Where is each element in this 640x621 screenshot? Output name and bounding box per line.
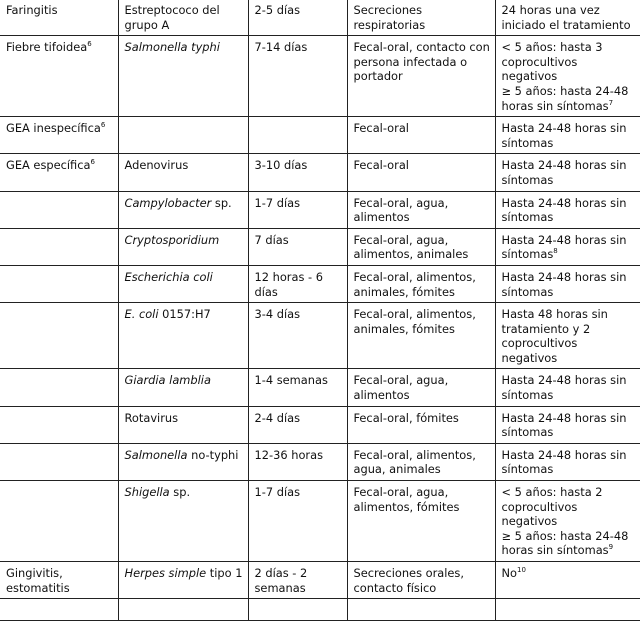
transmission-text: Fecal-oral, fómites: [353, 410, 459, 425]
agent-cell: [118, 443, 248, 480]
exclusion-cell: [495, 191, 640, 228]
condition-cell: [0, 117, 118, 154]
agent-cell: [118, 265, 248, 302]
transmission-cell: [347, 191, 495, 228]
agent-italic-text: Herpes simple: [124, 566, 207, 580]
exclusion-line: [502, 3, 637, 32]
agent-italic-text: Shigella: [124, 485, 170, 500]
exclusion-line: [502, 121, 637, 150]
transmission-text: Fecal-oral, alimentos, agua, animales: [353, 447, 476, 477]
incubation-text: 2-5 días: [254, 3, 301, 17]
condition-cell: [0, 191, 118, 228]
table-row: [0, 481, 640, 562]
exclusion-cell: [495, 369, 640, 406]
footnote-ref: 9: [608, 543, 614, 552]
exclusion-line: [502, 566, 637, 581]
incubation-cell: [248, 154, 347, 191]
agent-cell: [118, 117, 248, 154]
agent-text: Rotavirus: [124, 410, 179, 425]
agent-italic-text: Giardia lamblia: [124, 373, 211, 388]
transmission-cell: [347, 443, 495, 480]
exclusion-line: [502, 529, 637, 558]
empty-cell: [248, 599, 347, 621]
transmission-text: Fecal-oral, agua, alimentos: [353, 373, 449, 403]
footnote-ref: 8: [553, 247, 558, 256]
incubation-cell: [248, 406, 347, 443]
agent-italic-text: Cryptosporidium: [124, 232, 220, 247]
incubation-cell: [248, 443, 347, 480]
exclusion-text: ≥ 5 años: hasta 24-48 horas sin síntomas: [501, 83, 629, 113]
exclusion-text: No: [501, 566, 517, 580]
transmission-cell: [347, 0, 495, 36]
exclusion-line: [502, 196, 637, 225]
transmission-text: Fecal-oral, alimentos, animales, fómites: [353, 269, 476, 299]
agent-text: Estreptococo del grupo A: [124, 3, 220, 32]
footnote-ref: 6: [87, 40, 92, 49]
incubation-text: 1-7 días: [254, 195, 301, 210]
exclusion-line: [502, 411, 637, 440]
condition-cell: [0, 265, 118, 302]
transmission-cell: [347, 117, 495, 154]
table-row: [0, 228, 640, 265]
exclusion-line: [502, 373, 637, 402]
incubation-cell: [248, 265, 347, 302]
transmission-cell: [347, 36, 495, 117]
agent-cell: [118, 369, 248, 406]
exclusion-text: ≥ 5 años: hasta 24-48 horas sin síntomas: [501, 528, 629, 558]
exclusion-cell: [495, 303, 640, 369]
table-row: [0, 117, 640, 154]
transmission-text: Secreciones orales, contacto físico: [353, 566, 464, 595]
exclusion-cell: [495, 562, 640, 599]
incubation-cell: [248, 303, 347, 369]
agent-cell: [118, 0, 248, 36]
exclusion-text: < 5 años: hasta 3 coprocultivos negativos: [501, 40, 603, 84]
exclusion-cell: [495, 481, 640, 562]
empty-cell: [0, 599, 118, 621]
agent-suffix-text: sp.: [211, 195, 232, 210]
table-row: [0, 191, 640, 228]
exclusion-line: [502, 84, 637, 113]
transmission-text: Fecal-oral, agua, alimentos: [353, 195, 449, 225]
incubation-cell: [248, 481, 347, 562]
exclusion-cell: [495, 117, 640, 154]
incubation-cell: [248, 228, 347, 265]
agent-suffix-text: no-typhi: [187, 447, 239, 462]
incubation-text: 12 horas - 6 días: [254, 269, 323, 299]
exclusion-cell: [495, 0, 640, 36]
transmission-cell: [347, 154, 495, 191]
transmission-text: Fecal-oral, alimentos, animales, fómites: [353, 307, 476, 336]
exclusion-cell: [495, 36, 640, 117]
table-row: [0, 443, 640, 480]
incubation-cell: [248, 562, 347, 599]
table-row: [0, 154, 640, 191]
condition-cell: [0, 0, 118, 36]
incubation-text: 7 días: [254, 232, 289, 247]
condition-cell: [0, 562, 118, 599]
condition-cell: [0, 36, 118, 117]
transmission-cell: [347, 406, 495, 443]
condition-text: Gingivitis, estomatitis: [6, 566, 70, 595]
agent-italic-text: Salmonella typhi: [124, 40, 220, 55]
condition-text: GEA específica: [6, 158, 91, 173]
exclusion-cell: [495, 154, 640, 191]
condition-cell: [0, 369, 118, 406]
transmission-cell: [347, 562, 495, 599]
table-row-partial: [0, 599, 640, 621]
exclusion-line: [502, 270, 637, 299]
exclusion-line: [502, 485, 637, 529]
condition-cell: [0, 228, 118, 265]
table-row: [0, 406, 640, 443]
exclusion-text: Hasta 24-48 horas sin síntomas: [501, 269, 627, 299]
exclusion-text: Hasta 24-48 horas sin síntomas: [501, 373, 627, 403]
agent-suffix-text: tipo 1: [206, 566, 243, 580]
transmission-text: Fecal-oral: [353, 158, 409, 173]
exclusion-line: [502, 448, 637, 477]
transmission-text: Fecal-oral: [353, 121, 409, 136]
agent-cell: [118, 36, 248, 117]
exclusion-text: < 5 años: hasta 2 coprocultivos negativos: [501, 485, 603, 529]
condition-cell: [0, 481, 118, 562]
transmission-text: Fecal-oral, agua, alimentos, fómites: [353, 485, 460, 514]
incubation-text: 1-7 días: [254, 485, 301, 500]
table-row: [0, 303, 640, 369]
transmission-cell: [347, 265, 495, 302]
agent-italic-text: E. coli: [124, 307, 159, 322]
empty-cell: [118, 599, 248, 621]
incubation-cell: [248, 369, 347, 406]
exclusion-line: [502, 233, 637, 262]
empty-cell: [347, 599, 495, 621]
incubation-cell: [248, 36, 347, 117]
footnote-ref: 6: [90, 158, 95, 167]
table-row: [0, 265, 640, 302]
incubation-text: 2-4 días: [254, 410, 301, 425]
incubation-text: 3-4 días: [254, 307, 301, 322]
agent-italic-text: Escherichia coli: [124, 269, 213, 284]
incubation-text: 7-14 días: [254, 40, 308, 55]
exclusion-text: Hasta 24-48 horas sin síntomas: [501, 195, 627, 225]
incubation-text: 12-36 horas: [254, 447, 324, 462]
incubation-cell: [248, 0, 347, 36]
exclusion-text: Hasta 24-48 horas sin síntomas: [501, 232, 627, 262]
agent-suffix-text: 0157:H7: [158, 307, 211, 322]
exclusion-cell: [495, 228, 640, 265]
table-row: [0, 36, 640, 117]
footnote-ref: 6: [100, 121, 106, 130]
condition-text: Faringitis: [6, 3, 58, 17]
incubation-text: 2 días - 2 semanas: [254, 566, 308, 595]
exclusion-text: Hasta 24-48 horas sin síntomas: [501, 158, 627, 187]
exclusion-line: [502, 40, 637, 84]
empty-cell: [495, 599, 640, 621]
exclusion-text: Hasta 24-48 horas sin síntomas: [501, 410, 627, 440]
agent-cell: [118, 154, 248, 191]
table-row: [0, 369, 640, 406]
agent-text: Adenovirus: [124, 158, 189, 173]
table-row: [0, 0, 640, 36]
condition-cell: [0, 406, 118, 443]
footnote-ref: 7: [608, 98, 614, 107]
incubation-cell: [248, 191, 347, 228]
condition-cell: [0, 443, 118, 480]
agent-suffix-text: sp.: [169, 485, 191, 500]
incubation-text: 3-10 días: [254, 158, 308, 173]
agent-cell: [118, 191, 248, 228]
exclusion-cell: [495, 265, 640, 302]
transmission-cell: [347, 369, 495, 406]
agent-cell: [118, 303, 248, 369]
exclusion-text: Hasta 24-48 horas sin síntomas: [501, 121, 627, 150]
condition-text: Fiebre tifoidea: [6, 40, 88, 55]
transmission-cell: [347, 481, 495, 562]
condition-cell: [0, 154, 118, 191]
condition-text: GEA inespecífica: [6, 121, 101, 136]
transmission-cell: [347, 303, 495, 369]
incubation-text: 1-4 semanas: [254, 373, 328, 388]
agent-italic-text: Campylobacter: [124, 195, 212, 210]
incubation-cell: [248, 117, 347, 154]
transmission-text: Secreciones respiratorias: [353, 3, 426, 32]
condition-cell: [0, 303, 118, 369]
exclusion-line: [502, 158, 637, 187]
exclusion-text: Hasta 48 horas sin tratamiento y 2 coprocultivos negativos: [501, 307, 608, 365]
exclusion-text: Hasta 24-48 horas sin síntomas: [501, 447, 627, 477]
footnote-ref: 10: [517, 566, 526, 575]
exclusion-cell: [495, 406, 640, 443]
agent-italic-text: Salmonella: [124, 447, 188, 462]
transmission-text: Fecal-oral, agua, alimentos, animales: [353, 232, 469, 262]
table-row: [0, 562, 640, 599]
agent-cell: [118, 228, 248, 265]
transmission-text: Fecal-oral, contacto con persona infectada o portador: [353, 40, 490, 84]
exclusion-text: 24 horas una vez iniciado el tratamiento: [501, 3, 631, 32]
agent-cell: [118, 481, 248, 562]
agent-cell: [118, 562, 248, 599]
exclusion-cell: [495, 443, 640, 480]
agent-cell: [118, 406, 248, 443]
transmission-cell: [347, 228, 495, 265]
exclusion-line: [502, 307, 637, 365]
